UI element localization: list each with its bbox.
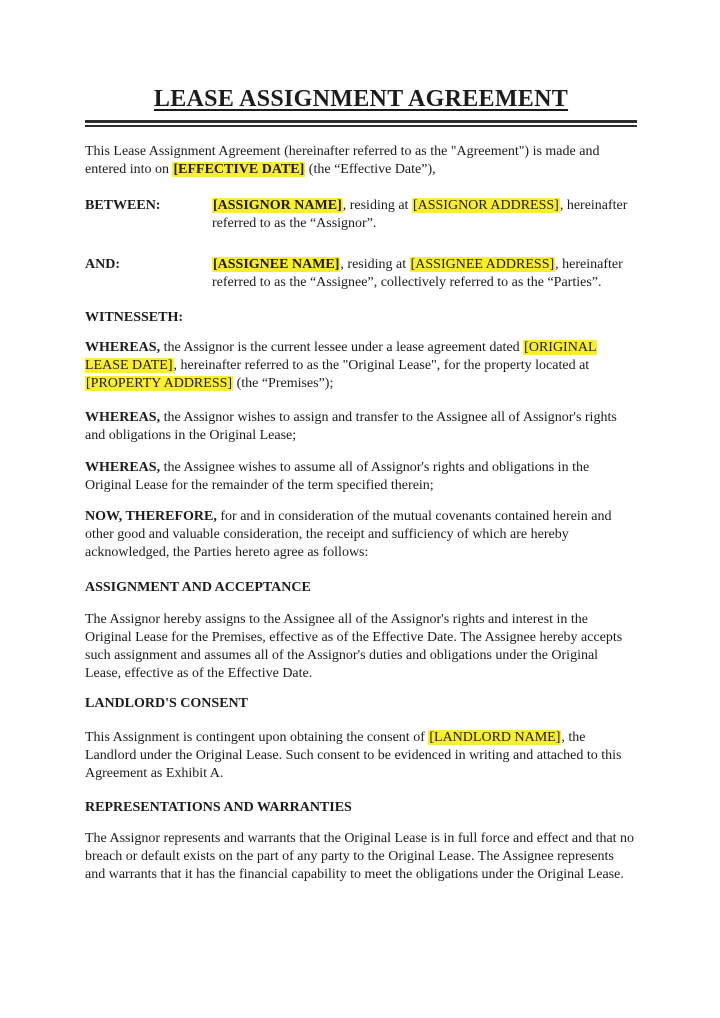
intro-paragraph — [85, 143, 637, 179]
whereas-1-mid: , hereinafter referred to as the "Original Lease", for the property located at — [173, 358, 590, 373]
original-lease-date-placeholder[interactable]: [ORIGINAL LEASE DATE] — [85, 340, 597, 373]
assignor-address-placeholder[interactable]: [ASSIGNOR ADDRESS] — [412, 198, 559, 213]
assignor-name-placeholder[interactable]: [ASSIGNOR NAME] — [213, 198, 342, 213]
between-row — [85, 197, 637, 233]
assignee-name-placeholder[interactable]: [ASSIGNEE NAME] — [213, 257, 340, 272]
whereas-3-lead: WHEREAS, — [85, 460, 161, 475]
representations-warranties-body: The Assignor represents and warrants that the Original Lease is in full force and effect and that no breach or default exists on the part of any party to the Original Lease. The Assignee represents and warrants that it has the financial capability to meet the obligations under the Original Lease. — [85, 831, 635, 882]
assignor-clause-mid: , residing at — [342, 198, 412, 213]
whereas-1-pre: the Assignor is the current lessee under a lease agreement dated — [160, 340, 524, 355]
assignee-clause-tail: , hereinafter referred to as the “Assignee”, collectively referred to as the “Parties”. — [212, 257, 623, 290]
landlord-name-placeholder[interactable]: [LANDLORD NAME] — [429, 730, 561, 745]
landlord-consent-post: , the Landlord under the Original Lease. Such consent to be evidenced in writing and attached to this Agreement as Exhibit A. — [85, 730, 622, 781]
now-therefore-lead: NOW, THEREFORE, — [85, 509, 217, 524]
assignment-acceptance-heading: ASSIGNMENT AND ACCEPTANCE — [85, 580, 311, 595]
witnesseth-heading: WITNESSETH: — [85, 310, 184, 325]
representations-warranties-heading: REPRESENTATIONS AND WARRANTIES — [85, 800, 352, 815]
document-title: LEASE ASSIGNMENT AGREEMENT — [153, 86, 569, 112]
landlords-consent-heading: LANDLORD'S CONSENT — [85, 696, 248, 711]
title-divider-rule — [85, 120, 637, 127]
now-therefore-text: for and in consideration of the mutual covenants contained herein and other good and valuable consideration, the receipt and sufficiency of which are hereby acknowledged, the Parties hereto agree as follows: — [85, 509, 612, 560]
assignee-clause-mid: , residing at — [340, 257, 410, 272]
landlord-consent-pre: This Assignment is contingent upon obtaining the consent of — [85, 730, 429, 745]
assignee-address-placeholder[interactable]: [ASSIGNEE ADDRESS] — [410, 257, 555, 272]
effective-date-placeholder[interactable]: [EFFECTIVE DATE] — [173, 162, 305, 177]
assignment-acceptance-body: The Assignor hereby assigns to the Assignee all of the Assignor's rights and interest in the Original Lease for the Premises, effective as of the Effective Date. The Assignee hereby accepts such assignment and assumes all of the Assignor's duties and obligations under the Original Lease, effective as of the Effective Date. — [85, 612, 623, 681]
whereas-3-text: the Assignee wishes to assume all of Assignor's rights and obligations in the Original Lease for the remainder of the term specified therein; — [85, 460, 590, 493]
and-label: AND: — [85, 257, 120, 272]
between-label: BETWEEN: — [85, 198, 161, 213]
whereas-paragraph-1 — [85, 339, 637, 393]
assignor-clause — [212, 197, 637, 233]
assignor-clause-tail: , hereinafter referred to as the “Assignor”. — [212, 198, 628, 231]
assignee-clause — [212, 256, 637, 292]
and-row — [85, 256, 637, 292]
intro-text-pre: This Lease Assignment Agreement (hereinafter referred to as the "Agreement") is made and entered into on — [85, 144, 600, 177]
intro-text-post: (the “Effective Date”), — [305, 162, 436, 177]
landlords-consent-body — [85, 729, 637, 783]
whereas-1-lead: WHEREAS, — [85, 340, 161, 355]
whereas-2-lead: WHEREAS, — [85, 410, 161, 425]
now-therefore-paragraph — [85, 508, 637, 562]
whereas-1-post: (the “Premises”); — [233, 376, 334, 391]
document-content — [85, 0, 637, 884]
whereas-paragraph-2 — [85, 409, 637, 445]
whereas-2-text: the Assignor wishes to assign and transfer to the Assignee all of Assignor's rights and obligations in the Original Lease; — [85, 410, 617, 443]
whereas-paragraph-3 — [85, 459, 637, 495]
property-address-placeholder[interactable]: [PROPERTY ADDRESS] — [86, 376, 233, 391]
